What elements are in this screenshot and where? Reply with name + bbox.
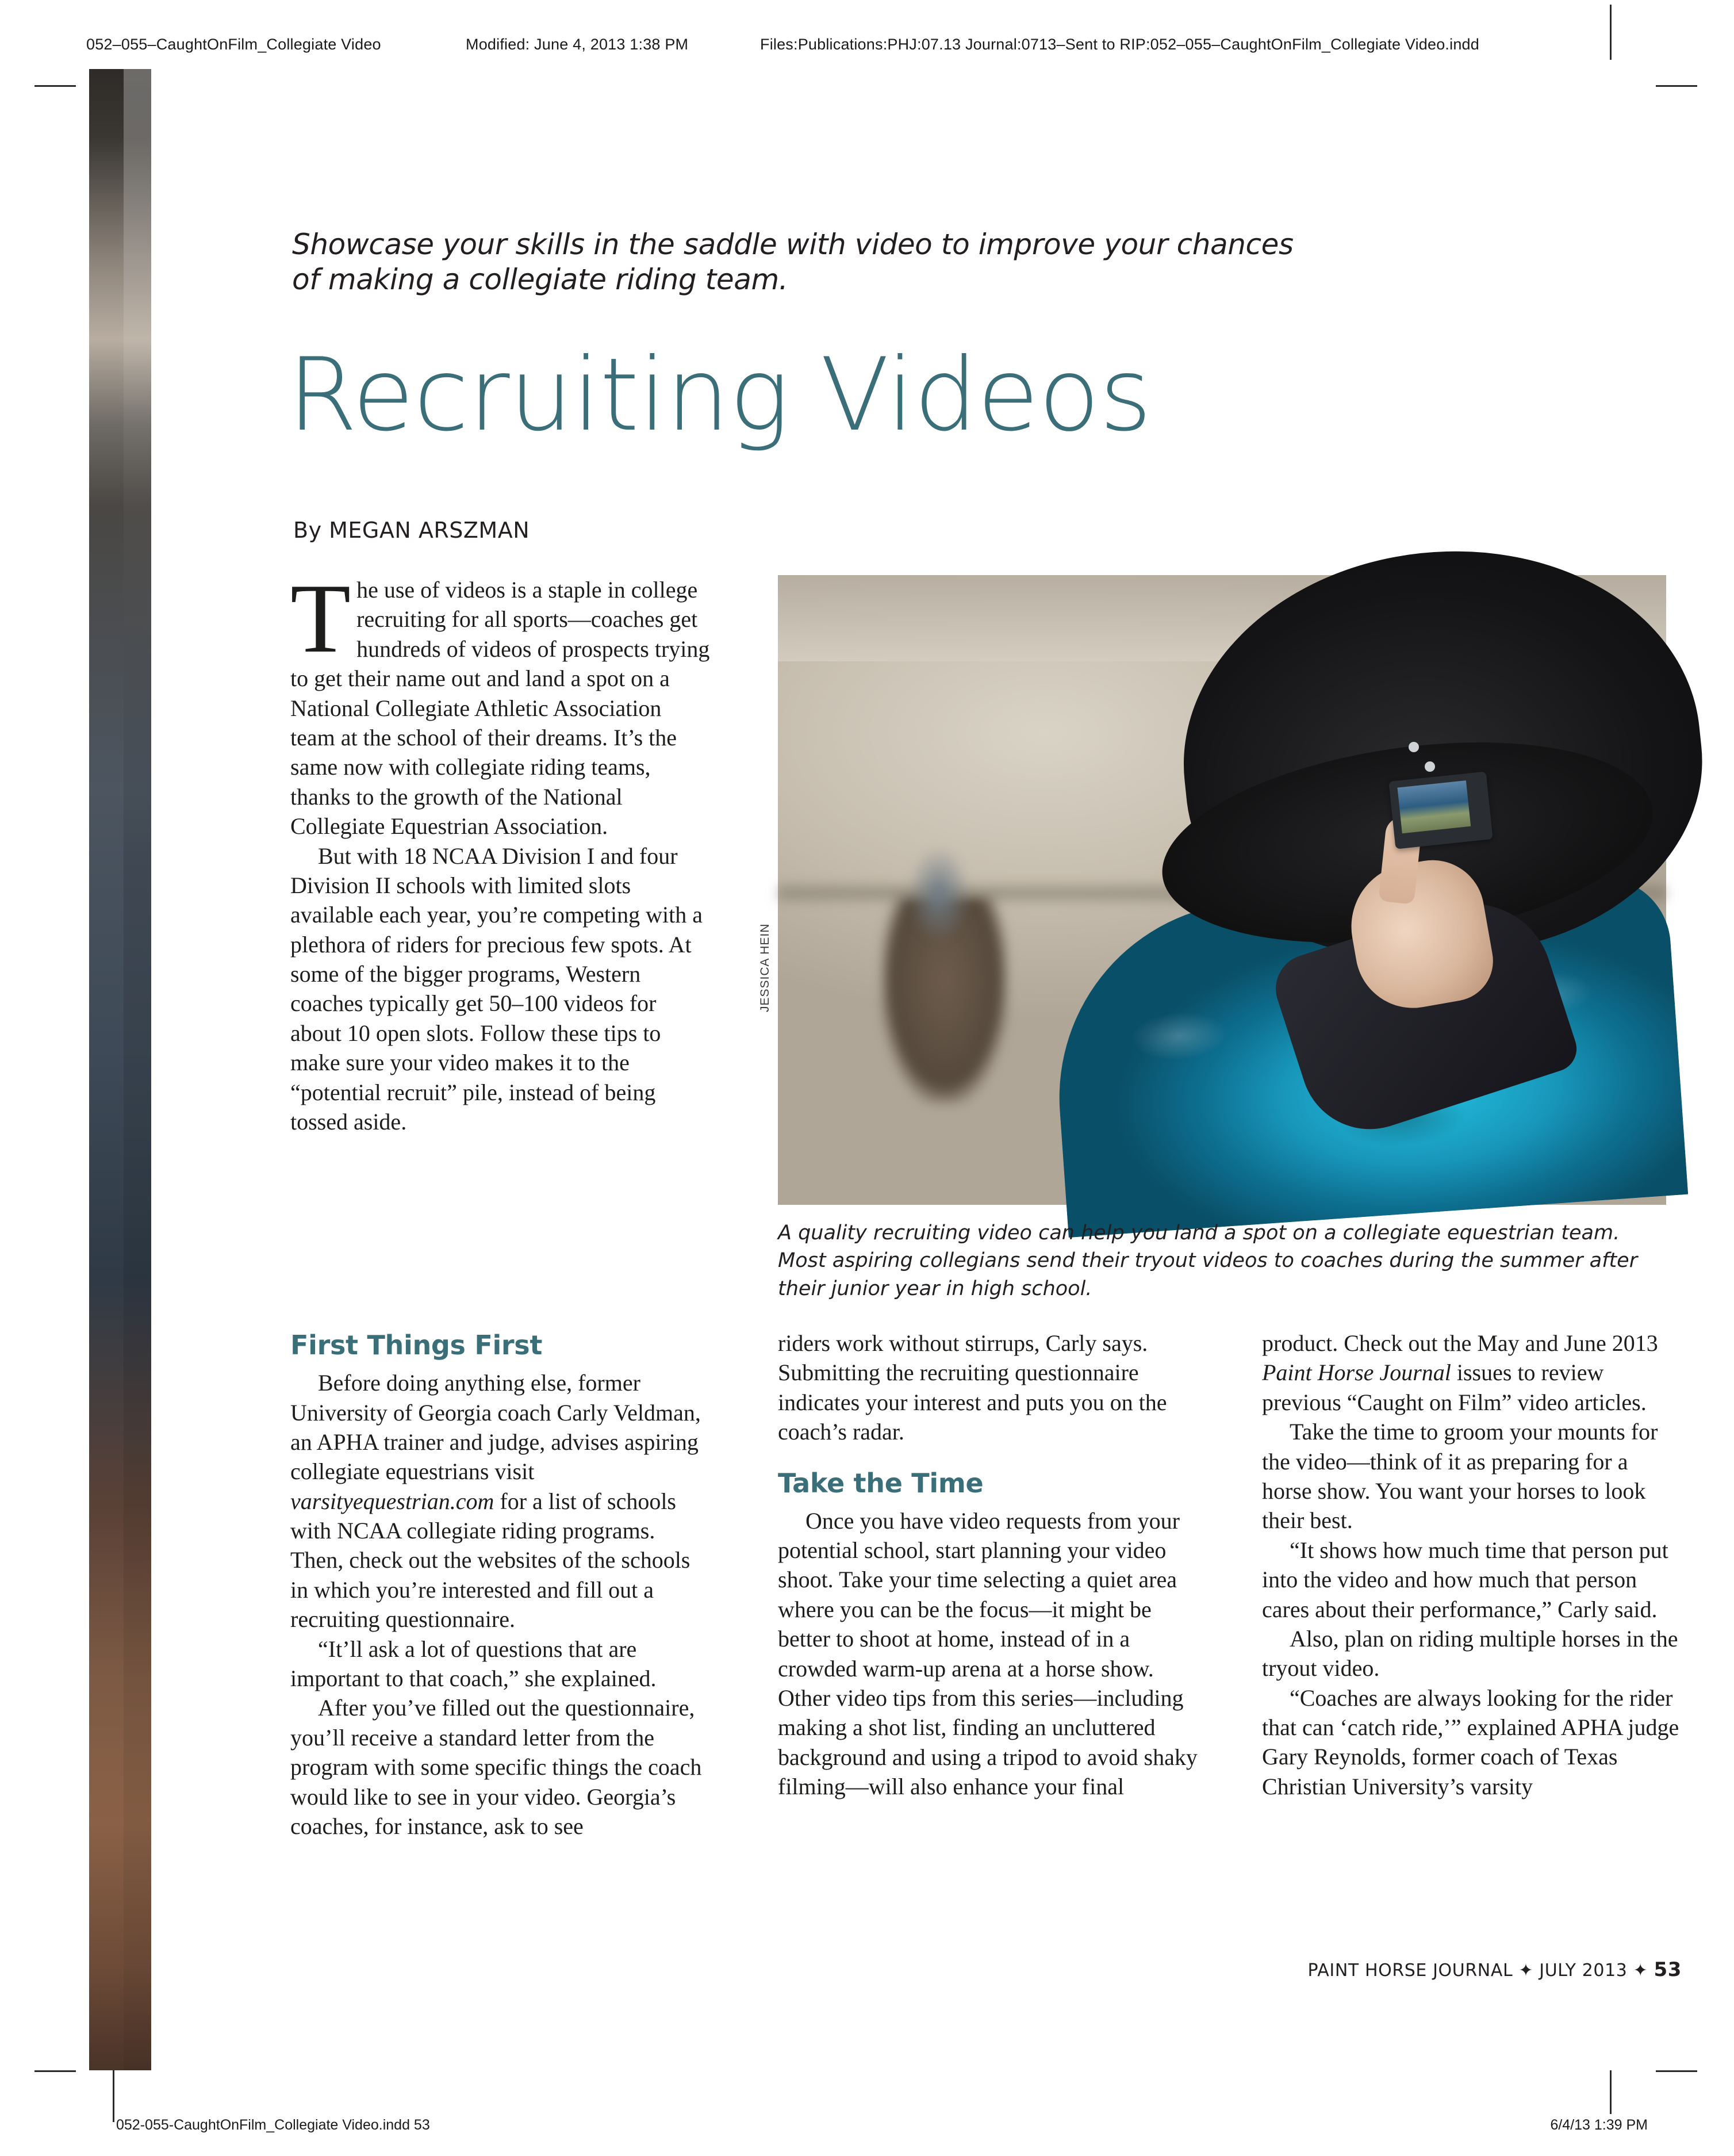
crop-mark-top-left xyxy=(34,85,76,87)
paragraph: riders work without stirrups, Carly says. Submitting the recruiting questionnaire indicates your interest and puts you on the coach’s radar. xyxy=(778,1330,1167,1445)
paragraph: “Coaches are always looking for the rider that can ‘catch ride,’” explained APHA judge Gary Reynolds, former coach of Texas Christian University’s varsity xyxy=(1262,1684,1679,1799)
proof-footer-timestamp: 6/4/13 1:39 PM xyxy=(1550,2117,1648,2133)
body-column-3 xyxy=(1262,1328,1682,1801)
photo-hat-conchos xyxy=(1409,742,1419,752)
drop-cap: T xyxy=(290,564,351,673)
folio-issue: JULY 2013 xyxy=(1539,1960,1628,1981)
paragraph: “It’ll ask a lot of questions that are important to that coach,” she explained. xyxy=(290,1636,657,1692)
paragraph: “It shows how much time that person put into the video and how much that person cares about their performance,” Carly said. xyxy=(1262,1537,1668,1622)
inline-italic-website: varsityequestrian.com xyxy=(290,1488,494,1514)
body-column-1 xyxy=(290,564,710,1136)
section-heading-first-things-first: First Things First xyxy=(290,1330,543,1361)
paragraph-part-b: issues to review previous “Caught on Film” video articles. xyxy=(1262,1360,1647,1415)
magazine-page xyxy=(89,69,1682,2070)
paragraph xyxy=(290,1368,710,1634)
proof-header-filename: 052–055–CaughtOnFilm_Collegiate Video xyxy=(86,36,381,53)
folio-diamond-1: ✦ xyxy=(1518,1960,1534,1981)
crop-mark-bottom-right xyxy=(1656,2070,1697,2072)
paragraph: Take the time to groom your mounts for the video—think of it as preparing for a horse show. You want your horses to look their best. xyxy=(1262,1419,1658,1534)
photo-video-camera xyxy=(1388,771,1493,849)
article-deck: Showcase your skills in the saddle with video to improve your chances of making a collegiate riding team. xyxy=(292,228,1294,296)
inline-italic-publication: Paint Horse Journal xyxy=(1262,1360,1451,1386)
body-column-2 xyxy=(778,1328,1198,1802)
paragraph: After you’ve filled out the questionnaire, you’ll receive a standard letter from the program with some specific things the coach would like to see in your video. Georgia’s coaches, for instance, ask to see xyxy=(290,1695,702,1839)
lead-paragraph-text: he use of videos is a staple in college recruiting for all sports—coaches get hundreds of videos of prospects trying to get their name out and land a spot on a National Collegiate Athletic Association team at the school of their dreams. It’s the same now with collegiate riding teams, thanks to the growth of the National Collegiate Equestrian Association. xyxy=(290,577,710,840)
paragraph-part-a: product. Check out the May and June 2013 xyxy=(1262,1330,1658,1356)
proof-header-path: Files:Publications:PHJ:07.13 Journal:0713–Sent to RIP:052–055–CaughtOnFilm_Collegiate Video.indd xyxy=(760,36,1479,53)
proof-header xyxy=(0,0,1734,64)
lead-paragraph xyxy=(290,564,710,841)
folio-diamond-2: ✦ xyxy=(1633,1960,1648,1981)
page-gutter xyxy=(151,69,187,2070)
paragraph: But with 18 NCAA Division I and four Division II schools with limited slots available each year, you’re competing with a plethora of riders for precious few spots. At some of the bigger programs, Western coaches typically get 50–100 videos for about 10 open slots. Follow these tips to make sure your video makes it to the “potential recruit” pile, instead of being tossed aside. xyxy=(290,843,703,1135)
folio xyxy=(1262,1958,1682,1981)
proof-footer xyxy=(0,2093,1734,2156)
proof-header-modified: Modified: June 4, 2013 1:38 PM xyxy=(466,36,689,53)
article-photo xyxy=(758,575,1666,1205)
page-title: Recruiting Videos xyxy=(287,337,1152,454)
photo-rider xyxy=(907,845,970,943)
photo-credit: JESSICA HEIN xyxy=(758,923,772,1012)
paragraph: Once you have video requests from your potential school, start planning your video shoot. Take your time selecting a quiet area where you can be the focus—it might be better to shoot at home, instead of in a crowded warm-up arena at a horse show. Other video tips from this series—including making a shot list, finding an uncluttered background and using a tripod to avoid shaky filming—will also enhance your final xyxy=(778,1507,1198,1800)
crop-mark-top-right-h xyxy=(1656,85,1697,87)
photo-caption: A quality recruiting video can help you land a spot on a collegiate equestrian team. Most aspiring collegians send their tryout videos to coaches during the summer after their junior year in high school. xyxy=(778,1221,1638,1300)
paragraph-part-a: Before doing anything else, former University of Georgia coach Carly Veldman, an APHA trainer and judge, advises aspiring collegiate equestrians visit xyxy=(290,1370,701,1485)
photo-image xyxy=(778,575,1666,1205)
paragraph xyxy=(1262,1328,1682,1417)
body-column-1-lower xyxy=(290,1328,710,1841)
folio-publication: PAINT HORSE JOURNAL xyxy=(1307,1960,1513,1981)
article-content xyxy=(198,69,1682,2070)
crop-mark-bottom-left xyxy=(34,2070,76,2072)
section-heading-take-the-time: Take the Time xyxy=(778,1467,984,1499)
paragraph-part-b: for a list of schools with NCAA collegiate riding programs. Then, check out the websites of the schools in which you’re interested and fill out a recruiting questionnaire. xyxy=(290,1488,690,1633)
crop-mark-top-right xyxy=(1610,5,1612,60)
folio-page-number: 53 xyxy=(1654,1958,1682,1981)
proof-footer-filename: 052-055-CaughtOnFilm_Collegiate Video.indd 53 xyxy=(116,2117,430,2133)
article-byline: By MEGAN ARSZMAN xyxy=(293,518,530,543)
paragraph: Also, plan on riding multiple horses in the tryout video. xyxy=(1262,1625,1678,1682)
